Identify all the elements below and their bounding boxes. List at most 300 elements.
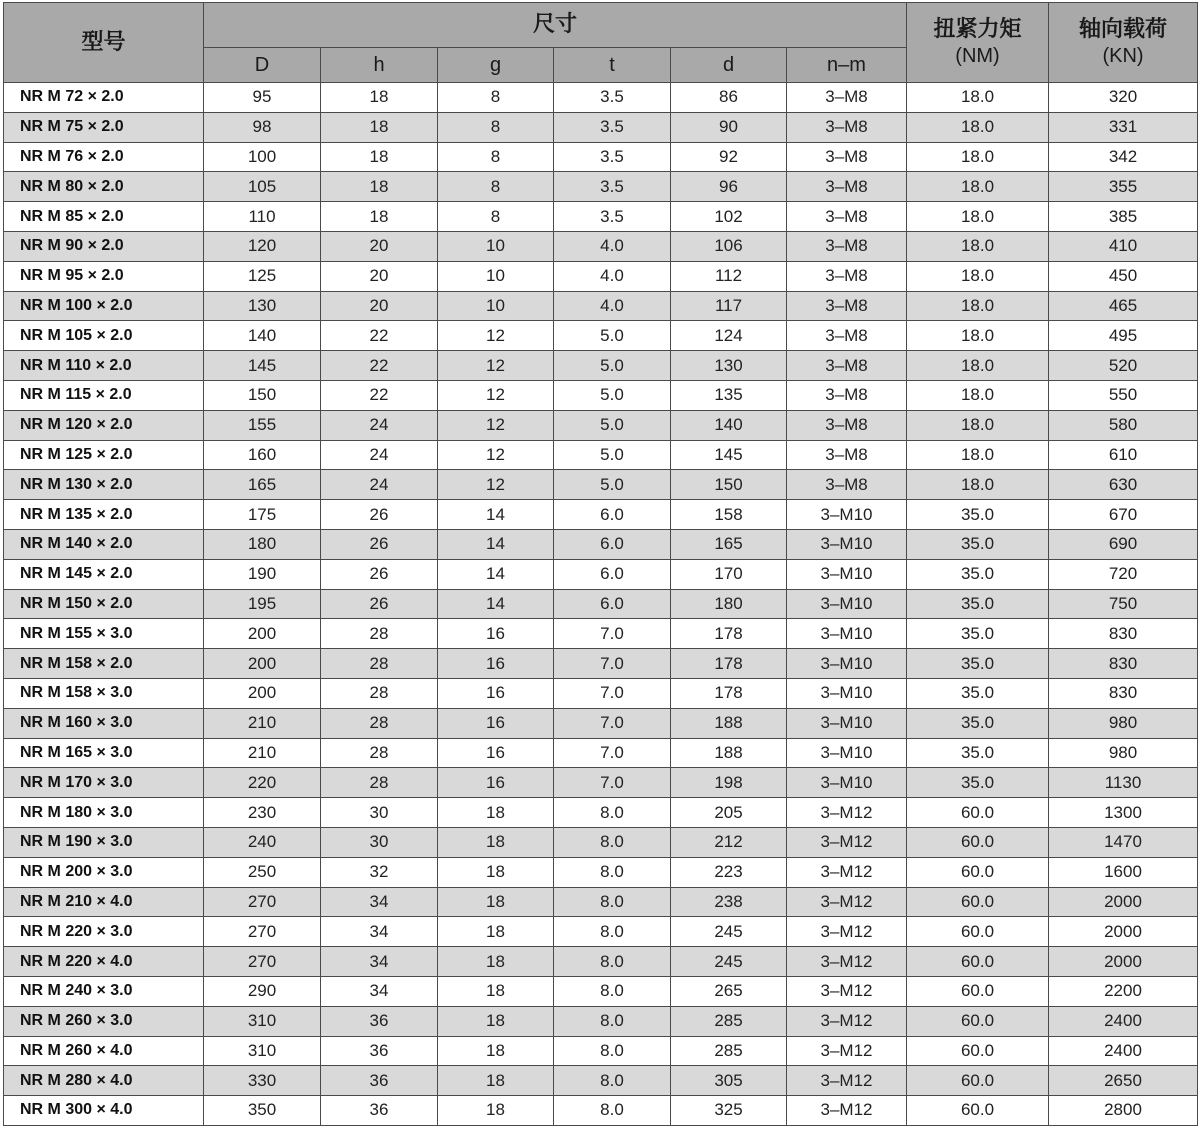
cell-nm: 3–M12	[787, 857, 907, 887]
cell-d: 130	[204, 291, 321, 321]
cell-load: 385	[1049, 202, 1198, 232]
cell-nm: 3–M8	[787, 440, 907, 470]
table-row	[4, 321, 1198, 351]
table-row	[4, 708, 1198, 738]
cell-torque: 60.0	[907, 857, 1049, 887]
cell-torque: 35.0	[907, 708, 1049, 738]
cell-t: 3.5	[554, 142, 671, 172]
cell-h: 34	[321, 947, 438, 977]
cell-h: 18	[321, 172, 438, 202]
cell-d: 158	[671, 500, 787, 530]
cell-t: 8.0	[554, 1066, 671, 1096]
cell-nm: 3–M12	[787, 887, 907, 917]
cell-load: 550	[1049, 380, 1198, 410]
cell-torque: 35.0	[907, 619, 1049, 649]
table-row	[4, 619, 1198, 649]
cell-nm: 3–M12	[787, 947, 907, 977]
cell-g: 16	[438, 649, 554, 679]
cell-load: 2200	[1049, 976, 1198, 1006]
table-row	[4, 291, 1198, 321]
cell-g: 18	[438, 827, 554, 857]
cell-d: 105	[204, 172, 321, 202]
cell-torque: 18.0	[907, 202, 1049, 232]
cell-d: 145	[204, 351, 321, 381]
cell-h: 18	[321, 202, 438, 232]
table-header	[4, 3, 1198, 83]
cell-t: 8.0	[554, 947, 671, 977]
table-row	[4, 500, 1198, 530]
cell-g: 18	[438, 857, 554, 887]
cell-model: NR M 260 × 3.0	[4, 1006, 204, 1036]
cell-nm: 3–M12	[787, 1066, 907, 1096]
cell-nm: 3–M10	[787, 678, 907, 708]
cell-model: NR M 75 × 2.0	[4, 112, 204, 142]
cell-d: 210	[204, 738, 321, 768]
cell-load: 2000	[1049, 947, 1198, 977]
cell-model: NR M 72 × 2.0	[4, 83, 204, 113]
cell-t: 8.0	[554, 887, 671, 917]
cell-d: 125	[204, 261, 321, 291]
table-row	[4, 857, 1198, 887]
cell-nm: 3–M8	[787, 261, 907, 291]
header-col-D: D	[204, 48, 321, 83]
cell-h: 32	[321, 857, 438, 887]
cell-torque: 18.0	[907, 291, 1049, 321]
cell-t: 5.0	[554, 470, 671, 500]
cell-nm: 3–M10	[787, 500, 907, 530]
cell-d: 96	[671, 172, 787, 202]
cell-nm: 3–M10	[787, 619, 907, 649]
cell-model: NR M 180 × 3.0	[4, 798, 204, 828]
table-row	[4, 1036, 1198, 1066]
cell-model: NR M 150 × 2.0	[4, 589, 204, 619]
cell-load: 830	[1049, 649, 1198, 679]
cell-t: 6.0	[554, 589, 671, 619]
cell-d: 198	[671, 768, 787, 798]
cell-d: 330	[204, 1066, 321, 1096]
cell-d: 210	[204, 708, 321, 738]
cell-nm: 3–M12	[787, 1006, 907, 1036]
cell-load: 1600	[1049, 857, 1198, 887]
cell-h: 20	[321, 261, 438, 291]
cell-h: 30	[321, 827, 438, 857]
cell-torque: 35.0	[907, 678, 1049, 708]
cell-model: NR M 100 × 2.0	[4, 291, 204, 321]
cell-load: 750	[1049, 589, 1198, 619]
cell-torque: 18.0	[907, 142, 1049, 172]
cell-load: 495	[1049, 321, 1198, 351]
cell-model: NR M 165 × 3.0	[4, 738, 204, 768]
cell-load: 2400	[1049, 1006, 1198, 1036]
cell-nm: 3–M12	[787, 1036, 907, 1066]
cell-torque: 35.0	[907, 500, 1049, 530]
cell-h: 26	[321, 559, 438, 589]
cell-nm: 3–M12	[787, 917, 907, 947]
cell-load: 720	[1049, 559, 1198, 589]
cell-torque: 60.0	[907, 827, 1049, 857]
cell-nm: 3–M10	[787, 529, 907, 559]
cell-model: NR M 140 × 2.0	[4, 529, 204, 559]
cell-g: 18	[438, 1096, 554, 1126]
cell-d: 135	[671, 380, 787, 410]
table-row	[4, 261, 1198, 291]
cell-t: 8.0	[554, 857, 671, 887]
cell-load: 670	[1049, 500, 1198, 530]
cell-torque: 18.0	[907, 172, 1049, 202]
cell-torque: 60.0	[907, 1096, 1049, 1126]
cell-nm: 3–M12	[787, 798, 907, 828]
header-torque	[907, 3, 1049, 83]
cell-g: 14	[438, 589, 554, 619]
cell-model: NR M 260 × 4.0	[4, 1036, 204, 1066]
cell-torque: 60.0	[907, 798, 1049, 828]
cell-nm: 3–M10	[787, 589, 907, 619]
table-row	[4, 172, 1198, 202]
cell-t: 7.0	[554, 768, 671, 798]
cell-g: 16	[438, 619, 554, 649]
cell-nm: 3–M8	[787, 321, 907, 351]
cell-model: NR M 76 × 2.0	[4, 142, 204, 172]
cell-h: 36	[321, 1006, 438, 1036]
cell-g: 12	[438, 380, 554, 410]
cell-model: NR M 80 × 2.0	[4, 172, 204, 202]
header-axial-load-label: 轴向载荷	[1079, 16, 1168, 42]
cell-d: 175	[204, 500, 321, 530]
cell-d: 112	[671, 261, 787, 291]
cell-g: 16	[438, 678, 554, 708]
cell-g: 16	[438, 768, 554, 798]
cell-t: 3.5	[554, 202, 671, 232]
cell-torque: 18.0	[907, 351, 1049, 381]
cell-nm: 3–M12	[787, 1096, 907, 1126]
cell-torque: 60.0	[907, 976, 1049, 1006]
cell-h: 24	[321, 440, 438, 470]
cell-t: 3.5	[554, 112, 671, 142]
cell-t: 5.0	[554, 440, 671, 470]
cell-g: 12	[438, 410, 554, 440]
cell-h: 28	[321, 738, 438, 768]
cell-nm: 3–M10	[787, 768, 907, 798]
cell-load: 610	[1049, 440, 1198, 470]
cell-nm: 3–M8	[787, 83, 907, 113]
cell-torque: 18.0	[907, 112, 1049, 142]
cell-d: 240	[204, 827, 321, 857]
table-row	[4, 798, 1198, 828]
cell-d: 117	[671, 291, 787, 321]
cell-nm: 3–M8	[787, 410, 907, 440]
cell-t: 6.0	[554, 529, 671, 559]
cell-nm: 3–M10	[787, 649, 907, 679]
cell-h: 28	[321, 678, 438, 708]
cell-load: 830	[1049, 619, 1198, 649]
cell-nm: 3–M8	[787, 291, 907, 321]
cell-torque: 18.0	[907, 440, 1049, 470]
cell-h: 18	[321, 142, 438, 172]
cell-g: 16	[438, 738, 554, 768]
cell-nm: 3–M8	[787, 470, 907, 500]
cell-torque: 18.0	[907, 261, 1049, 291]
cell-t: 7.0	[554, 619, 671, 649]
cell-torque: 60.0	[907, 1036, 1049, 1066]
cell-d: 92	[671, 142, 787, 172]
cell-load: 1300	[1049, 798, 1198, 828]
cell-d: 195	[204, 589, 321, 619]
cell-d: 145	[671, 440, 787, 470]
cell-g: 18	[438, 1066, 554, 1096]
cell-torque: 35.0	[907, 738, 1049, 768]
cell-load: 1470	[1049, 827, 1198, 857]
cell-d: 178	[671, 649, 787, 679]
cell-d: 205	[671, 798, 787, 828]
cell-g: 18	[438, 887, 554, 917]
cell-torque: 35.0	[907, 649, 1049, 679]
cell-model: NR M 90 × 2.0	[4, 231, 204, 261]
table-row	[4, 559, 1198, 589]
cell-h: 26	[321, 589, 438, 619]
cell-load: 410	[1049, 231, 1198, 261]
cell-load: 980	[1049, 738, 1198, 768]
cell-d: 150	[204, 380, 321, 410]
table-row	[4, 410, 1198, 440]
cell-h: 36	[321, 1096, 438, 1126]
table-row	[4, 589, 1198, 619]
header-col-t: t	[554, 48, 671, 83]
cell-h: 24	[321, 470, 438, 500]
cell-h: 36	[321, 1066, 438, 1096]
cell-torque: 18.0	[907, 231, 1049, 261]
cell-d: 178	[671, 678, 787, 708]
header-col-g: g	[438, 48, 554, 83]
cell-h: 34	[321, 887, 438, 917]
cell-h: 28	[321, 768, 438, 798]
cell-torque: 35.0	[907, 559, 1049, 589]
cell-load: 331	[1049, 112, 1198, 142]
cell-d: 230	[204, 798, 321, 828]
header-torque-unit: (NM)	[955, 44, 1000, 67]
cell-model: NR M 105 × 2.0	[4, 321, 204, 351]
cell-model: NR M 190 × 3.0	[4, 827, 204, 857]
cell-h: 28	[321, 649, 438, 679]
table-row	[4, 112, 1198, 142]
cell-d: 100	[204, 142, 321, 172]
cell-model: NR M 120 × 2.0	[4, 410, 204, 440]
cell-h: 36	[321, 1036, 438, 1066]
cell-load: 690	[1049, 529, 1198, 559]
cell-model: NR M 210 × 4.0	[4, 887, 204, 917]
cell-t: 5.0	[554, 351, 671, 381]
cell-d: 160	[204, 440, 321, 470]
cell-g: 18	[438, 947, 554, 977]
cell-torque: 35.0	[907, 529, 1049, 559]
cell-t: 6.0	[554, 500, 671, 530]
cell-d: 90	[671, 112, 787, 142]
cell-nm: 3–M8	[787, 231, 907, 261]
cell-model: NR M 240 × 3.0	[4, 976, 204, 1006]
cell-model: NR M 130 × 2.0	[4, 470, 204, 500]
cell-load: 2400	[1049, 1036, 1198, 1066]
table-body	[4, 83, 1198, 1126]
cell-g: 8	[438, 172, 554, 202]
cell-g: 12	[438, 440, 554, 470]
cell-d: 285	[671, 1006, 787, 1036]
cell-h: 20	[321, 291, 438, 321]
cell-h: 28	[321, 708, 438, 738]
cell-nm: 3–M8	[787, 380, 907, 410]
table-row	[4, 887, 1198, 917]
cell-d: 290	[204, 976, 321, 1006]
cell-t: 4.0	[554, 231, 671, 261]
cell-t: 4.0	[554, 261, 671, 291]
cell-g: 18	[438, 798, 554, 828]
table-row	[4, 440, 1198, 470]
table-row	[4, 529, 1198, 559]
cell-g: 10	[438, 231, 554, 261]
table-row	[4, 768, 1198, 798]
table-row	[4, 917, 1198, 947]
cell-h: 28	[321, 619, 438, 649]
cell-torque: 18.0	[907, 380, 1049, 410]
cell-model: NR M 160 × 3.0	[4, 708, 204, 738]
cell-d: 200	[204, 619, 321, 649]
cell-t: 6.0	[554, 559, 671, 589]
cell-t: 3.5	[554, 83, 671, 113]
cell-t: 8.0	[554, 1096, 671, 1126]
cell-d: 165	[204, 470, 321, 500]
cell-g: 10	[438, 291, 554, 321]
cell-torque: 60.0	[907, 1006, 1049, 1036]
cell-d: 124	[671, 321, 787, 351]
cell-d: 140	[204, 321, 321, 351]
cell-d: 223	[671, 857, 787, 887]
cell-d: 130	[671, 351, 787, 381]
cell-d: 250	[204, 857, 321, 887]
cell-h: 30	[321, 798, 438, 828]
cell-g: 14	[438, 559, 554, 589]
cell-t: 8.0	[554, 976, 671, 1006]
header-model: 型号	[4, 3, 204, 83]
cell-torque: 60.0	[907, 947, 1049, 977]
table-row	[4, 351, 1198, 381]
cell-g: 8	[438, 202, 554, 232]
cell-model: NR M 95 × 2.0	[4, 261, 204, 291]
cell-h: 34	[321, 976, 438, 1006]
cell-d: 120	[204, 231, 321, 261]
cell-d: 106	[671, 231, 787, 261]
cell-model: NR M 125 × 2.0	[4, 440, 204, 470]
cell-d: 188	[671, 708, 787, 738]
cell-model: NR M 170 × 3.0	[4, 768, 204, 798]
cell-nm: 3–M8	[787, 112, 907, 142]
cell-g: 12	[438, 321, 554, 351]
cell-g: 14	[438, 500, 554, 530]
cell-h: 26	[321, 500, 438, 530]
table-row	[4, 678, 1198, 708]
cell-torque: 35.0	[907, 589, 1049, 619]
cell-load: 1130	[1049, 768, 1198, 798]
spec-table	[3, 2, 1198, 1126]
cell-nm: 3–M12	[787, 827, 907, 857]
cell-torque: 60.0	[907, 917, 1049, 947]
table-row	[4, 142, 1198, 172]
cell-g: 18	[438, 1036, 554, 1066]
table-row	[4, 231, 1198, 261]
cell-t: 8.0	[554, 798, 671, 828]
cell-model: NR M 135 × 2.0	[4, 500, 204, 530]
table-row	[4, 827, 1198, 857]
cell-t: 7.0	[554, 708, 671, 738]
cell-t: 5.0	[554, 410, 671, 440]
cell-model: NR M 300 × 4.0	[4, 1096, 204, 1126]
cell-d: 86	[671, 83, 787, 113]
cell-nm: 3–M8	[787, 351, 907, 381]
cell-d: 212	[671, 827, 787, 857]
table-row	[4, 738, 1198, 768]
cell-load: 465	[1049, 291, 1198, 321]
cell-t: 5.0	[554, 380, 671, 410]
cell-model: NR M 85 × 2.0	[4, 202, 204, 232]
cell-torque: 60.0	[907, 1066, 1049, 1096]
cell-t: 7.0	[554, 738, 671, 768]
cell-h: 26	[321, 529, 438, 559]
cell-d: 270	[204, 917, 321, 947]
cell-d: 270	[204, 887, 321, 917]
cell-load: 320	[1049, 83, 1198, 113]
cell-load: 342	[1049, 142, 1198, 172]
header-dimensions: 尺寸	[204, 3, 907, 48]
cell-torque: 35.0	[907, 768, 1049, 798]
cell-g: 10	[438, 261, 554, 291]
cell-h: 18	[321, 112, 438, 142]
cell-d: 350	[204, 1096, 321, 1126]
cell-d: 245	[671, 947, 787, 977]
cell-h: 20	[321, 231, 438, 261]
cell-t: 8.0	[554, 1036, 671, 1066]
cell-t: 8.0	[554, 917, 671, 947]
table-row	[4, 1066, 1198, 1096]
table-row	[4, 83, 1198, 113]
cell-model: NR M 220 × 4.0	[4, 947, 204, 977]
cell-load: 830	[1049, 678, 1198, 708]
cell-d: 325	[671, 1096, 787, 1126]
cell-h: 22	[321, 321, 438, 351]
cell-load: 2800	[1049, 1096, 1198, 1126]
table-row	[4, 1006, 1198, 1036]
cell-nm: 3–M8	[787, 142, 907, 172]
cell-d: 190	[204, 559, 321, 589]
cell-model: NR M 220 × 3.0	[4, 917, 204, 947]
cell-load: 2650	[1049, 1066, 1198, 1096]
cell-g: 14	[438, 529, 554, 559]
cell-torque: 18.0	[907, 410, 1049, 440]
cell-h: 22	[321, 351, 438, 381]
cell-load: 355	[1049, 172, 1198, 202]
cell-d: 270	[204, 947, 321, 977]
cell-d: 140	[671, 410, 787, 440]
cell-d: 200	[204, 678, 321, 708]
cell-g: 8	[438, 142, 554, 172]
table-row	[4, 380, 1198, 410]
cell-nm: 3–M10	[787, 559, 907, 589]
cell-model: NR M 155 × 3.0	[4, 619, 204, 649]
cell-d: 305	[671, 1066, 787, 1096]
cell-nm: 3–M12	[787, 976, 907, 1006]
cell-load: 630	[1049, 470, 1198, 500]
cell-torque: 18.0	[907, 83, 1049, 113]
cell-d: 310	[204, 1036, 321, 1066]
cell-g: 12	[438, 351, 554, 381]
cell-h: 34	[321, 917, 438, 947]
cell-torque: 60.0	[907, 887, 1049, 917]
